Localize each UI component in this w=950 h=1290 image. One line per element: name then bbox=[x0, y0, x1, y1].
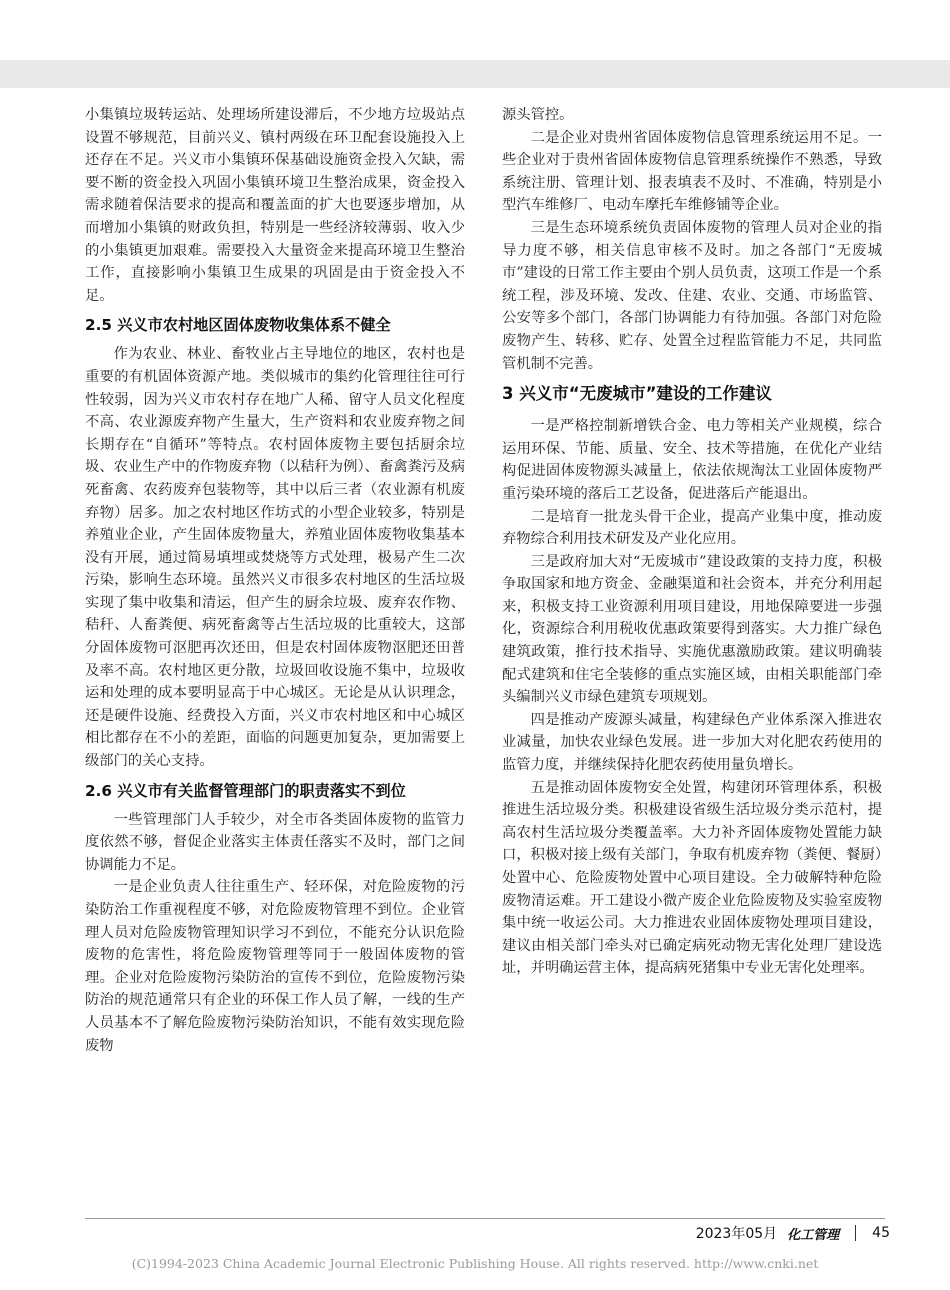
footer-divider bbox=[85, 1218, 885, 1219]
journal-name: 化工管理 bbox=[787, 1227, 840, 1243]
suggestion-3: 三是政府加大对“无废城市”建设政策的支持力度，积极争取国家和地方资金、金融渠道和社会资本，并充分利用起来，积极支持工业资源利用项目建设，用地保障要进一步强化，资源综合利用税收优惠政策要得到落实。大力推广绿色建筑政策，推行技术指导、实施优惠激励政策。建议明确装配式建筑和住宅全装修的重点实施区域，由相关职能部门牵头编制兴义市绿色建筑专项规划。 bbox=[502, 553, 882, 706]
issue-date: 2023年05月 bbox=[695, 1226, 778, 1242]
copyright-notice: (C)1994-2023 China Academic Journal Electronic Publishing House. All rights reserved. http://www.cnki.net bbox=[131, 1256, 819, 1271]
left-column bbox=[85, 104, 465, 1057]
paragraph-continued: 源头管控。 bbox=[502, 107, 574, 123]
paragraph-2-6-a: 一些管理部门人手较少，对全市各类固体废物的监管力度依然不够，督促企业落实主体责任落实不及时，部门之间协调能力不足。 bbox=[85, 811, 465, 873]
suggestion-5: 五是推动固体废物安全处置，构建闭环管理体系，积极推进生活垃圾分类。积极建设省级生活垃圾分类示范村，提高农村生活垃圾分类覆盖率。大力补齐固体废物处置能力缺口，积极对接上级有关部门，争取有机废弃物（粪便、餐厨）处置中心、危险废物处置中心项目建设。全力破解特种危险废物清运难。开工建设小微产废企业危险废物及实验室废物集中统一收运公司。大力推进农业固体废物处理项目建设，建议由相关部门牵头对已确定病死动物无害化处理厂建设选址，并明确运营主体，提高病死猪集中专业无害化处理率。 bbox=[502, 779, 882, 977]
suggestion-1: 一是严格控制新增铁合金、电力等相关产业规模，综合运用环保、节能、质量、安全、技术等措施，在优化产业结构促进固体废物源头减量上，依法依规淘汰工业固体废物严重污染环境的落后工艺设备，促进落后产能退出。 bbox=[502, 418, 882, 502]
suggestion-2: 二是培育一批龙头骨干企业，提高产业集中度，推动废弃物综合利用技术研发及产业化应用。 bbox=[502, 508, 882, 548]
paragraph-second: 二是企业对贵州省固体废物信息管理系统运用不足。一些企业对于贵州省固体废物信息管理系统操作不熟悉，导致系统注册、管理计划、报表填表不及时、不准确，特别是小型汽车维修厂、电动车摩托车维修铺等企业。 bbox=[502, 129, 882, 214]
section-heading-2-6: 2.6 兴义市有关监督管理部门的职责落实不到位 bbox=[85, 781, 406, 800]
page-number: 45 bbox=[872, 1225, 890, 1241]
paragraph-third: 三是生态环境系统负责固体废物的管理人员对企业的指导力度不够，相关信息审核不及时。加之各部门“无废城市”建设的日常工作主要由个别人员负责，这项工作是一个系统工程，涉及环境、发改、住建、农业、交通、市场监管、公安等多个部门，各部门协调能力有待加强。各部门对危险废物产生、转移、贮存、处置全过程监管能力不足，共同监管机制不完善。 bbox=[502, 219, 882, 372]
header-band bbox=[0, 60, 950, 88]
paragraph-2-6-b: 一是企业负责人往往重生产、轻环保，对危险废物的污染防治工作重视程度不够，对危险废物管理不到位。企业管理人员对危险废物管理知识学习不到位，不能充分认识危险废物的危害性，将危险废物管理等同于一般固体废物的管理。企业对危险废物污染防治的宣传不到位，危险废物污染防治的规范通常只有企业的环保工作人员了解，一线的生产人员基本不了解危险废物污染防治知识，不能有效实现危险废物 bbox=[85, 879, 465, 1054]
paragraph-2-5: 作为农业、林业、畜牧业占主导地位的地区，农村也是重要的有机固体资源产地。类似城市的集约化管理往往可行性较弱，因为兴义市农村存在地广人稀、留守人员文化程度不高、农业源废弃物产生量大，生产资料和农业废弃物之间长期存在“自循环”等特点。农村固体废物主要包括厨余垃圾、农业生产中的作物废弃物（以秸秆为例）、畜禽粪污及病死畜禽、农药废弃包装物等，其中以后三者（农业源有机废弃物）居多。加之农村地区作坊式的小型企业较多，特别是养殖业企业，产生固体废物量大，养殖业固体废物收集基本没有开展，通过简易填埋或焚烧等方式处理，极易产生二次污染，影响生态环境。虽然兴义市很多农村地区的生活垃圾实现了集中收集和清运，但产生的厨余垃圾、废弃农作物、秸秆、人畜粪便、病死畜禽等占生活垃圾的比重较大，这部分固体废物可沤肥再次还田，但是农村固体废物沤肥还田普及率不高。农村地区更分散，垃圾回收设施不集中，垃圾收运和处理的成本要明显高于中心城区。无论是从认识理念，还是硬件设施、经费投入方面，兴义市农村地区和中心城区相比都存在不小的差距，面临的问题更加复杂，更加需要上级部门的关心支持。 bbox=[85, 346, 465, 770]
right-column bbox=[502, 104, 882, 980]
section-heading-3: 3 兴义市“无废城市”建设的工作建议 bbox=[502, 384, 772, 404]
paragraph-intro: 小集镇垃圾转运站、处理场所建设滞后，不少地方垃圾站点设置不够规范，目前兴义、镇村两级在环卫配套设施投入上还存在不足。兴义市小集镇环保基础设施资金投入欠缺，需要不断的资金投入巩固小集镇环境卫生整治成果，资金投入需求随着保洁要求的提高和覆盖面的扩大也要逐步增加，从而增加小集镇的财政负担，特别是一些经济较薄弱、收入少的小集镇更加艰难。需要投入大量资金来提高环境卫生整治工作，直接影响小集镇卫生成果的巩固是由于资金投入不足。 bbox=[85, 107, 465, 304]
footer-separator bbox=[855, 1225, 856, 1241]
suggestion-4: 四是推动产废源头减量，构建绿色产业体系深入推进农业减量，加快农业绿色发展。进一步加大对化肥农药使用的监管力度，并继续保持化肥农药使用量负增长。 bbox=[502, 711, 882, 774]
page-footer bbox=[696, 1223, 890, 1243]
section-heading-2-5: 2.5 兴义市农村地区固体废物收集体系不健全 bbox=[85, 316, 391, 335]
